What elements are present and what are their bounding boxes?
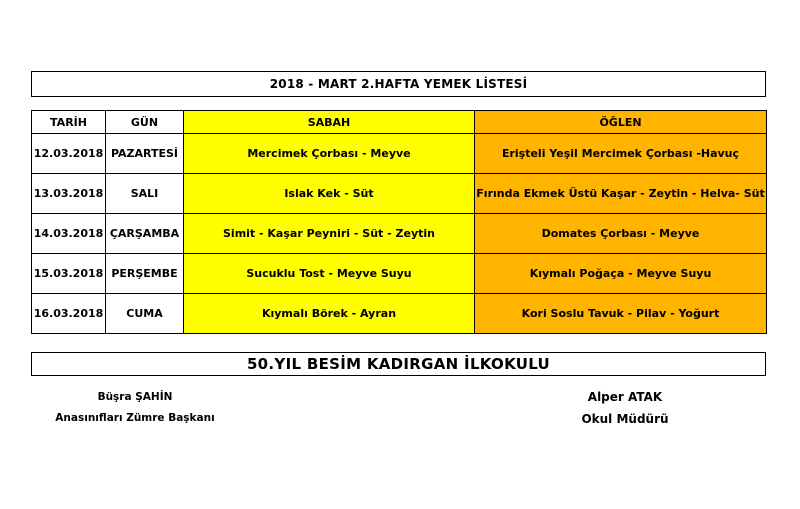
cell-oglen: Fırında Ekmek Üstü Kaşar - Zeytin - Helva- Süt bbox=[475, 174, 767, 214]
cell-oglen: Erişteli Yeşil Mercimek Çorbası -Havuç bbox=[475, 134, 767, 174]
cell-gun: ÇARŞAMBA bbox=[106, 214, 184, 254]
cell-sabah: Simit - Kaşar Peyniri - Süt - Zeytin bbox=[184, 214, 475, 254]
table-row bbox=[32, 174, 767, 214]
signature-left bbox=[40, 391, 230, 433]
signature-right-role: Okul Müdürü bbox=[581, 412, 669, 426]
header-oglen: ÖĞLEN bbox=[475, 111, 767, 134]
cell-oglen: Kori Soslu Tavuk - Pilav - Yoğurt bbox=[475, 294, 767, 334]
cell-sabah: Islak Kek - Süt bbox=[184, 174, 475, 214]
cell-tarih: 14.03.2018 bbox=[32, 214, 106, 254]
table-header-row bbox=[32, 111, 767, 134]
cell-sabah: Mercimek Çorbası - Meyve bbox=[184, 134, 475, 174]
header-tarih: TARİH bbox=[32, 111, 106, 134]
cell-sabah: Sucuklu Tost - Meyve Suyu bbox=[184, 254, 475, 294]
signature-right-name: Alper ATAK bbox=[587, 390, 663, 404]
table-row bbox=[32, 294, 767, 334]
cell-tarih: 15.03.2018 bbox=[32, 254, 106, 294]
header-gun: GÜN bbox=[106, 111, 184, 134]
signature-left-name: Büşra ŞAHİN bbox=[97, 391, 173, 403]
cell-tarih: 13.03.2018 bbox=[32, 174, 106, 214]
cell-gun: PAZARTESİ bbox=[106, 134, 184, 174]
cell-gun: SALI bbox=[106, 174, 184, 214]
table-row bbox=[32, 254, 767, 294]
menu-title: 2018 - MART 2.HAFTA YEMEK LİSTESİ bbox=[31, 71, 766, 97]
signature-right bbox=[560, 390, 690, 434]
cell-oglen: Domates Çorbası - Meyve bbox=[475, 214, 767, 254]
table-row bbox=[32, 214, 767, 254]
header-sabah: SABAH bbox=[184, 111, 475, 134]
cell-gun: PERŞEMBE bbox=[106, 254, 184, 294]
cell-tarih: 16.03.2018 bbox=[32, 294, 106, 334]
school-name: 50.YIL BESİM KADIRGAN İLKOKULU bbox=[31, 352, 766, 376]
cell-sabah: Kıymalı Börek - Ayran bbox=[184, 294, 475, 334]
table-row bbox=[32, 134, 767, 174]
cell-oglen: Kıymalı Poğaça - Meyve Suyu bbox=[475, 254, 767, 294]
cell-tarih: 12.03.2018 bbox=[32, 134, 106, 174]
signature-left-role: Anasınıfları Zümre Başkanı bbox=[55, 412, 215, 424]
cell-gun: CUMA bbox=[106, 294, 184, 334]
menu-table bbox=[31, 110, 767, 334]
